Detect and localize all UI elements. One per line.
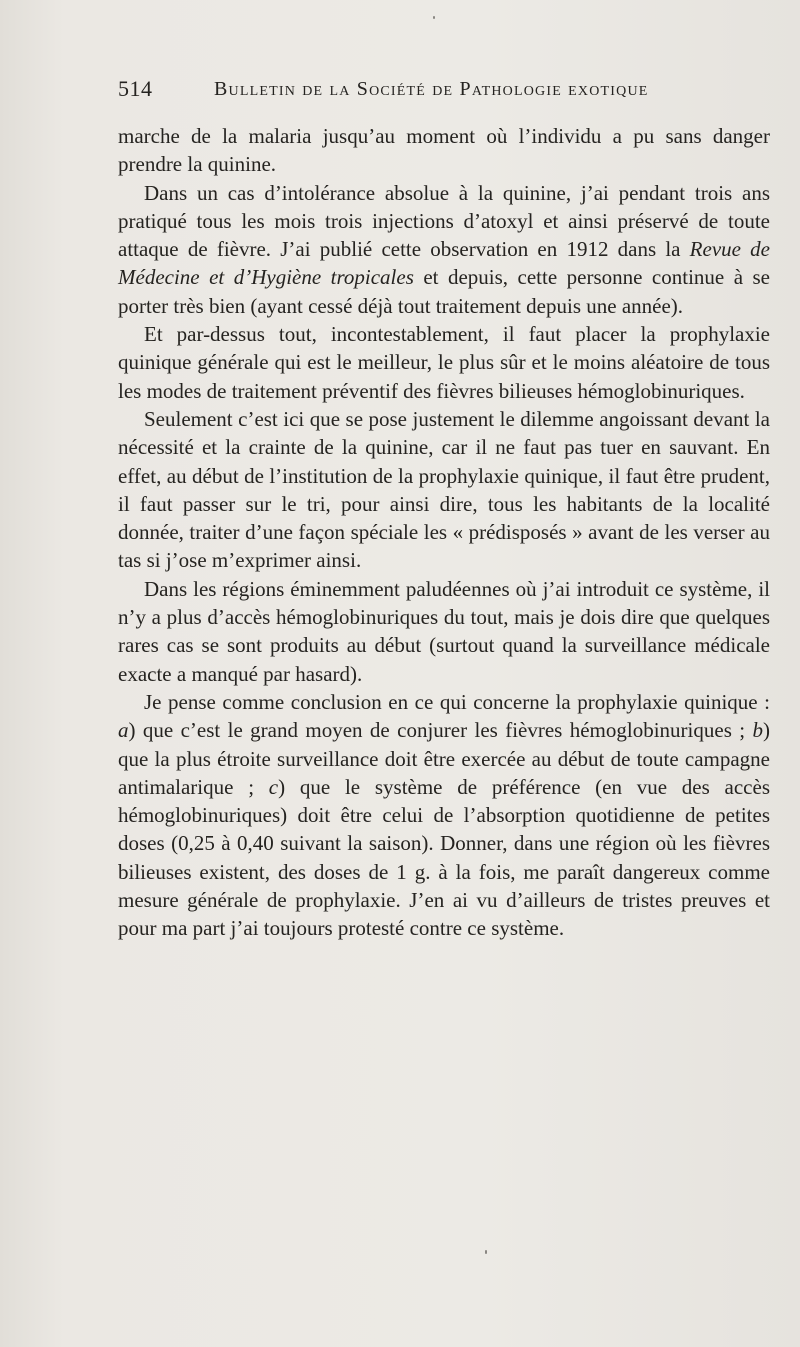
paragraph-conclusion (118, 688, 770, 943)
paragraph-text: ) que la plus étroite surveillance doit être exercée au début de toute campagne antimalarique ; (118, 718, 770, 799)
body-text (118, 122, 770, 943)
paragraph-text: Je pense comme conclusion en ce qui concerne la prophylaxie quinique : (144, 689, 770, 714)
paper-speck (485, 1250, 487, 1254)
paragraph-atoxyl-case (118, 179, 770, 320)
paragraph-text: et depuis, cette personne continue à se porter très bien (ayant cessé déjà tout traitement depuis une année). (118, 265, 771, 318)
list-marker-b: b (752, 718, 763, 743)
list-marker-c: c (268, 774, 279, 799)
running-title: Bulletin de la Société de Pathologie exotique (214, 78, 649, 100)
list-marker-a: a (118, 718, 129, 743)
journal-title: Revue de Médecine et d’Hygiène tropicales (118, 237, 770, 290)
paragraph-text: Et par-dessus tout, incontestablement, il faut placer la prophylaxie quinique générale qui est le meilleur, le plus sûr et le moins aléatoire de tous les modes de traitement préventif des fièvres bilieuses hémoglobinuriques. (118, 322, 770, 403)
paragraph-dilemma (118, 405, 770, 575)
paragraph-text: Dans un cas d’intolérance absolue à la quinine, j’ai pendant trois ans pratiqué tous les mois trois injections d’atoxyl et ainsi préservé de toute attaque de fièvre. J’ai publié cette observation en 1912 dans la (118, 180, 770, 262)
paragraph-continuation (118, 122, 770, 179)
paragraph-prophylaxis (118, 320, 770, 405)
paragraph-text: ) que c’est le grand moyen de conjurer les fièvres hémoglobinuriques ; (128, 718, 753, 743)
page-header (118, 76, 678, 106)
paragraph-regions (118, 575, 770, 688)
page-number: 514 (118, 76, 153, 101)
paragraph-text: ) que le système de préférence (en vue des accès hémoglobinuriques) doit être celui de l’absorption quotidienne de petites doses (0,25 à 0,40 suivant la saison). Donner, dans une région où les fièvres bilieuses existent, des doses de 1 g. à la fois, me paraît dangereux comme mesure générale de prophylaxie. J’en ai vu d’ailleurs de tristes preuves et pour ma part j’ai toujours protesté contre ce système. (118, 774, 770, 941)
paper-speck (433, 16, 435, 19)
paragraph-text: marche de la malaria jusqu’au moment où l’individu a pu sans danger prendre la quinine. (118, 124, 770, 177)
paragraph-text: Dans les régions éminemment paludéennes où j’ai introduit ce système, il n’y a plus d’accès hémoglobinuriques du tout, mais je dois dire que quelques rares cas se sont produits au début (surtout quand la surveillance médicale exacte a manqué par hasard). (118, 576, 770, 686)
paragraph-text: Seulement c’est ici que se pose justement le dilemme angoissant devant la nécessité et la crainte de la quinine, car il ne faut pas tuer en sauvant. En effet, au début de l’institution de la prophylaxie quinique, il faut être prudent, il faut passer sur le tri, pour ainsi dire, tous les habitants de la localité donnée, traiter d’une façon spéciale les « prédisposés » avant de les verser au tas si j’ose m’exprimer ainsi. (118, 406, 770, 573)
